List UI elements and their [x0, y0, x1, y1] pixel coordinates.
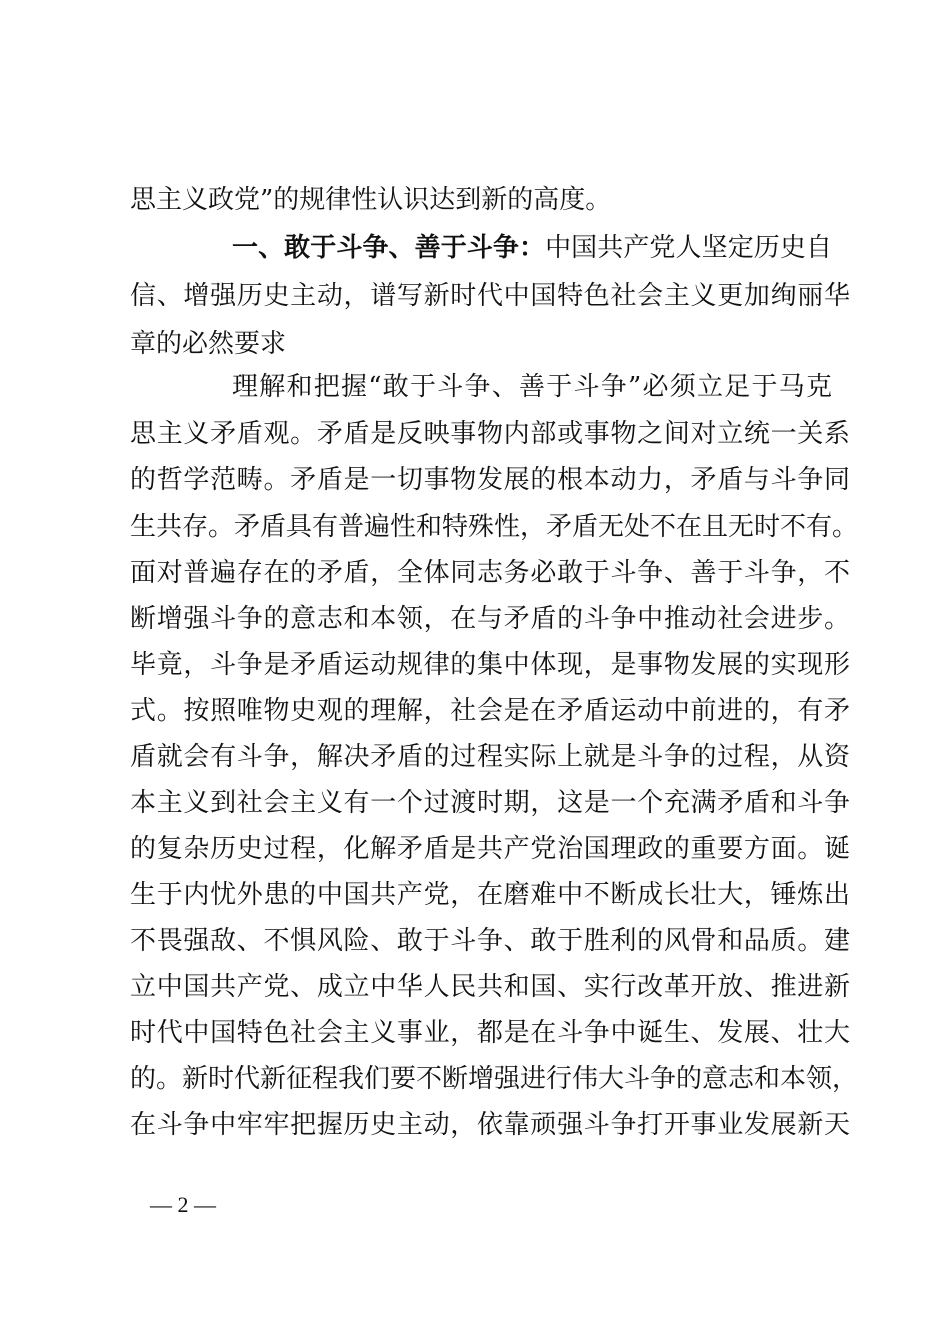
- paragraph-line: 时代中国特色社会主义事业，都是在斗争中诞生、发展、壮大: [130, 1018, 850, 1048]
- paragraph-line: 的哲学范畴。矛盾是一切事物发展的根本动力，矛盾与斗争同: [130, 465, 850, 495]
- paragraph-line: 毕竟，斗争是矛盾运动规律的集中体现，是事物发展的实现形: [130, 650, 850, 680]
- paragraph-line: 不畏强敌、不惧风险、敢于斗争、敢于胜利的风骨和品质。建: [130, 926, 850, 956]
- paragraph-line: 在斗争中牢牢把握历史主动，依靠顽强斗争打开事业发展新天: [130, 1110, 850, 1140]
- section-heading-bold: 一、敢于斗争、善于斗争：: [232, 233, 546, 263]
- section-heading-line-3: 章的必然要求: [130, 329, 287, 359]
- paragraph-line: 盾就会有斗争，解决矛盾的过程实际上就是斗争的过程，从资: [130, 742, 850, 772]
- paragraph-line: 理解和把握“敢于斗争、善于斗争”必须立足于马克: [232, 372, 832, 402]
- section-heading-line-1: [232, 231, 832, 265]
- opening-line: 思主义政党”的规律性认识达到新的高度。: [130, 185, 612, 215]
- paragraph-line: 思主义矛盾观。矛盾是反映事物内部或事物之间对立统一关系: [130, 419, 850, 449]
- page-number: — 2 —: [150, 1192, 216, 1217]
- paragraph-line: 生共存。矛盾具有普遍性和特殊性，矛盾无处不在且无时不有。: [130, 512, 859, 542]
- paragraph-line: 生于内忧外患的中国共产党，在磨难中不断成长壮大，锤炼出: [130, 880, 850, 910]
- paragraph-line: 的。新时代新征程我们要不断增强进行伟大斗争的意志和本领，: [130, 1064, 859, 1094]
- paragraph-line: 本主义到社会主义有一个过渡时期，这是一个充满矛盾和斗争: [130, 788, 850, 818]
- paragraph-line: 断增强斗争的意志和本领，在与矛盾的斗争中推动社会进步。: [130, 604, 850, 634]
- section-heading-line-2: 信、增强历史主动，谱写新时代中国特色社会主义更加绚丽华: [130, 281, 850, 311]
- paragraph-line: 面对普遍存在的矛盾，全体同志务必敢于斗争、善于斗争，不: [130, 558, 850, 588]
- paragraph-line: 立中国共产党、成立中华人民共和国、实行改革开放、推进新: [130, 972, 850, 1002]
- section-heading-rest: 中国共产党人坚定历史自: [545, 233, 832, 263]
- paragraph-line: 式。按照唯物史观的理解，社会是在矛盾运动中前进的，有矛: [130, 696, 850, 726]
- paragraph-line: 的复杂历史过程，化解矛盾是共产党治国理政的重要方面。诞: [130, 834, 850, 864]
